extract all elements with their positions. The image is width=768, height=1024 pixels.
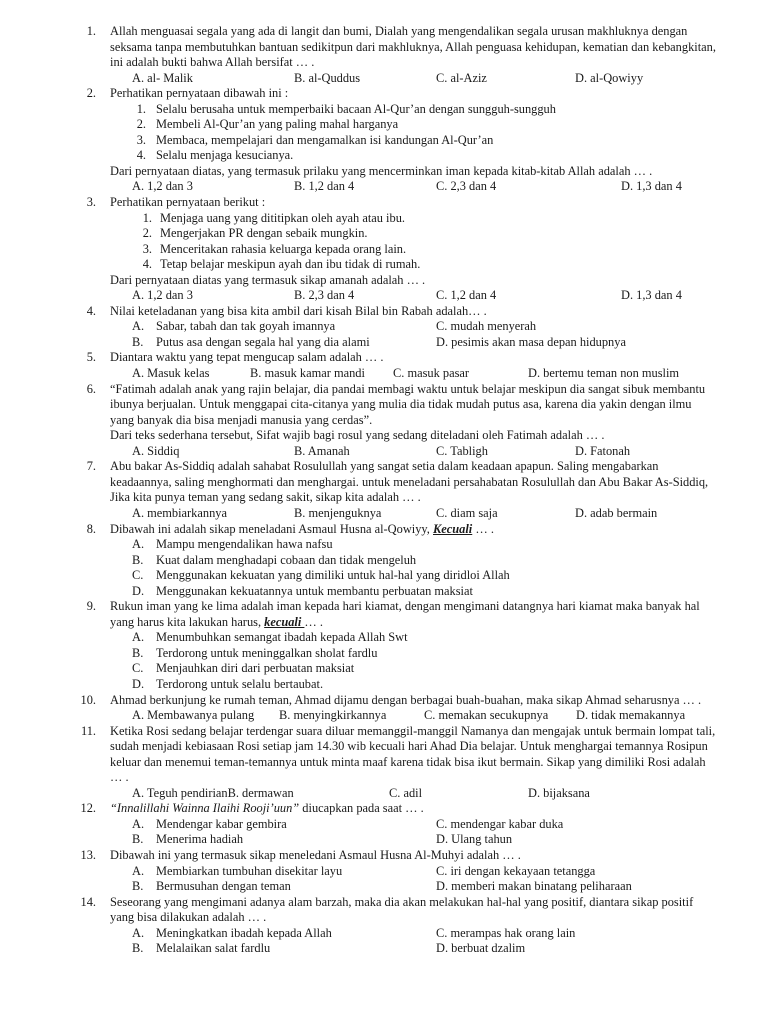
question-8 [0, 522, 768, 600]
option-c[interactable]: C. mudah menyerah [436, 319, 537, 334]
option-b-mark: B. [132, 334, 144, 349]
statement-text: Selalu menjaga kesucianya. [156, 148, 294, 163]
statement-item [110, 133, 718, 149]
option-c[interactable]: C. masuk pasar [393, 366, 470, 381]
question-13 [0, 848, 768, 895]
question-number: 7. [86, 459, 96, 474]
answer-row [110, 817, 718, 833]
option-b[interactable]: B. 1,2 dan 4 [294, 179, 355, 194]
option-a[interactable]: Mendengar kabar gembira [156, 816, 287, 831]
option-a[interactable] [110, 537, 718, 553]
question-text-part: … . [304, 614, 324, 629]
question-7 [0, 459, 768, 521]
statement-number: 2. [136, 117, 146, 132]
statement-list [110, 102, 718, 164]
question-text: “Fatimah adalah anak yang rajin belajar, dia pandai membagi waktu untuk belajar meskipun dia sangat sibuk membantu ibunya berjualan. Untuk menggapai cita-citanya yang mulia dia tidak mudah putus asa, karena dia yakin dengan ilmu yang banyak dia bisa menjadi manusia yang cerdas”. [110, 381, 706, 427]
statement-number: 4. [142, 257, 152, 272]
option-d[interactable] [110, 584, 718, 600]
option-mark: D. [132, 676, 145, 691]
answer-row [110, 941, 718, 957]
kecuali-emphasis: Kecuali [433, 521, 473, 536]
question-text: Seseorang yang mengimani adanya alam barzah, maka dia akan melakukan hal-hal yang positif, diantara sikap positif yang bisa dilakukan adalah … . [110, 894, 694, 925]
kecuali-emphasis: kecuali [264, 614, 305, 629]
statement-item [110, 148, 718, 164]
option-a-mark: A. [132, 863, 145, 878]
question-text: Dibawah ini yang termasuk sikap meneledani Asmaul Husna Al-Muhyi adalah … . [110, 847, 521, 862]
option-a[interactable]: A. Membawanya pulang [132, 708, 255, 723]
option-mark: C. [132, 661, 144, 676]
option-b[interactable]: B. Amanah [294, 443, 350, 458]
question-text: Ketika Rosi sedang belajar terdengar suara diluar memanggil-manggil Namanya dan mengajak untuk bermain lompat tali, sudah menjadi kebiasaan Rosi setiap jam 14.30 wib kecuali hari Ahad Dia belajar. Untuk menghargai temannya Rosipun keluar dan menemui teman-temannya untuk minta maaf karena tidak bisa ikut bermain. Sikap yang dimiliki Rosi adalah … . [110, 723, 716, 785]
question-text-part: … . [472, 521, 494, 536]
option-c[interactable]: C. mendengar kabar duka [436, 816, 564, 831]
question-text-part: Rukun iman yang ke lima adalah iman kepada hari kiamat, dengan mengimani datangnya hari kiamat maka banyak hal yang harus kita lakukan harus, [110, 599, 700, 629]
statement-text: Tetap belajar meskipun ayah dan ibu tidak di rumah. [160, 257, 421, 272]
option-b[interactable]: Melalaikan salat fardlu [156, 941, 271, 956]
option-b[interactable] [110, 646, 718, 662]
option-c[interactable]: C. diam saja [436, 505, 498, 520]
statement-item [110, 226, 718, 242]
option-b[interactable]: B. menyingkirkannya [279, 708, 387, 723]
question-number: 1. [86, 24, 96, 38]
statement-text: Menjaga uang yang dititipkan oleh ayah atau ibu. [160, 210, 405, 225]
option-text: Menjauhkan diri dari perbuatan maksiat [156, 661, 355, 676]
option-mark: A. [132, 630, 145, 645]
option-a[interactable]: A. 1,2 dan 3 [132, 288, 193, 303]
question-number: 8. [86, 521, 96, 536]
question-11 [0, 724, 768, 802]
option-text: Terdorong untuk meninggalkan sholat fardlu [156, 645, 378, 660]
option-c[interactable]: C. 2,3 dan 4 [436, 179, 497, 194]
question-text: Diantara waktu yang tepat mengucap salam adalah … . [110, 350, 384, 365]
statement-number: 1. [142, 210, 152, 225]
statement-text: Membaca, mempelajari dan mengamalkan isi kandungan Al-Qur’an [156, 132, 494, 147]
question-stem: Dari pernyataan diatas, yang termasuk prilaku yang mencerminkan iman kepada kitab-kitab Allah adalah … . [110, 163, 653, 178]
answer-row [110, 864, 718, 880]
question-text [110, 522, 718, 538]
question-text: Abu bakar As-Siddiq adalah sahabat Rosulullah yang sangat setia dalam keadaan apapun. Saling mengabarkan keadaannya, saling menghormati dan menghargai. untuk meneladani persahabatan Rosulullah dan Abu Bakar As-Siddiq, Jika kita punya teman yang sedang sakit, sikap kita adalah … . [110, 459, 709, 505]
option-mark: A. [132, 537, 145, 552]
option-d[interactable]: D. Fatonah [575, 443, 631, 458]
quote-text: “Innalillahi Wainna Ilaihi Rooji’uun” [110, 801, 300, 816]
answer-options [110, 288, 718, 304]
statement-number: 4. [136, 148, 146, 163]
question-3 [0, 195, 768, 304]
option-b-mark: B. [132, 832, 144, 847]
question-14 [0, 895, 768, 957]
question-number: 5. [86, 350, 96, 365]
answer-options [110, 708, 718, 724]
option-d[interactable] [110, 677, 718, 693]
question-text: Perhatikan pernyataan berikut : [110, 195, 266, 210]
statement-text: Menceritakan rahasia keluarga kepada orang lain. [160, 241, 407, 256]
option-b[interactable]: B. masuk kamar mandi [250, 366, 365, 381]
statement-text: Membeli Al-Qur’an yang paling mahal harganya [156, 117, 399, 132]
answer-options [110, 179, 718, 195]
option-c[interactable]: C. 1,2 dan 4 [436, 288, 497, 303]
option-c[interactable] [110, 661, 718, 677]
question-1 [0, 24, 768, 86]
answer-options [110, 786, 718, 802]
option-d[interactable]: D. Ulang tahun [436, 832, 513, 847]
answer-options [110, 444, 718, 460]
option-c[interactable]: C. al-Aziz [436, 70, 487, 85]
option-a[interactable]: A. 1,2 dan 3 [132, 179, 193, 194]
option-c[interactable] [110, 568, 718, 584]
option-d[interactable]: D. bertemu teman non muslim [528, 366, 680, 381]
option-b-mark: B. [132, 879, 144, 894]
option-text: Terdorong untuk selalu bertaubat. [156, 676, 324, 691]
question-text [110, 801, 718, 817]
question-number: 3. [86, 195, 96, 210]
option-mark: C. [132, 568, 144, 583]
exam-sheet [0, 24, 768, 957]
option-b[interactable]: B. menjenguknya [294, 505, 382, 520]
question-text: Perhatikan pernyataan dibawah ini : [110, 86, 289, 101]
option-c[interactable]: C. merampas hak orang lain [436, 925, 576, 940]
question-text-part: Dibawah ini adalah sikap meneladani Asmaul Husna al-Qowiyy, [110, 521, 433, 536]
question-number: 14. [80, 894, 96, 909]
statement-list [110, 211, 718, 273]
statement-item [110, 242, 718, 258]
option-text: Menggunakan kekuatan yang dimiliki untuk hal-hal yang diridloi Allah [156, 568, 510, 583]
answer-options [110, 366, 718, 382]
answer-row [110, 926, 718, 942]
option-d[interactable]: D. adab bermain [575, 505, 658, 520]
question-number: 10. [80, 692, 96, 707]
question-4 [0, 304, 768, 351]
option-a-b[interactable]: A. Teguh pendirianB. dermawan [132, 785, 294, 800]
option-d[interactable]: D. memberi makan binatang peliharaan [436, 879, 632, 894]
option-c[interactable]: C. adil [389, 785, 423, 800]
question-number: 2. [86, 86, 96, 101]
option-a[interactable]: A. membiarkannya [132, 505, 227, 520]
question-text: Ahmad berkunjung ke rumah teman, Ahmad dijamu dengan berbagai buah-buahan, maka sikap Ahmad seharusnya … . [110, 692, 702, 707]
option-d[interactable]: D. tidak memakannya [576, 708, 686, 723]
answer-options [110, 506, 718, 522]
statement-item [110, 211, 718, 227]
question-stem: Dari pernyataan diatas yang termasuk sikap amanah adalah … . [110, 272, 426, 287]
option-mark: B. [132, 552, 144, 567]
statement-text: Mengerjakan PR dengan sebaik mungkin. [160, 226, 368, 241]
question-10 [0, 693, 768, 724]
question-number: 12. [80, 801, 96, 816]
answer-row [110, 319, 718, 335]
statement-item [110, 102, 718, 118]
question-text [110, 599, 718, 630]
option-c[interactable]: C. Tabligh [436, 443, 488, 458]
option-d[interactable]: D. berbuat dzalim [436, 941, 526, 956]
question-stem: Dari teks sederhana tersebut, Sifat wajib bagi rosul yang sedang diteladani oleh Fatimah adalah … . [110, 428, 605, 443]
option-mark: D. [132, 583, 145, 598]
question-text-part: diucapkan pada saat … . [299, 801, 424, 816]
option-a[interactable] [110, 630, 718, 646]
option-a[interactable]: Sabar, tabah dan tak goyah imannya [156, 319, 336, 334]
statement-text: Selalu berusaha untuk memperbaiki bacaan Al-Qur’an dengan sungguh-sungguh [156, 101, 556, 116]
answer-options [110, 71, 718, 87]
question-number: 9. [86, 599, 96, 614]
option-b[interactable]: Menerima hadiah [156, 832, 244, 847]
option-a[interactable]: A. al- Malik [132, 70, 193, 85]
question-2 [0, 86, 768, 195]
question-text: Allah menguasai segala yang ada di langit dan bumi, Dialah yang mengendalikan segala urusan makhluknya dengan seksama tanpa membutuhkan bantuan sedikitpun dari makhluknya, Allah penguasa kehidupan, kematian dan kebangkitan, ini adalah bukti bahwa Allah bersifat … . [110, 24, 716, 70]
option-mark: B. [132, 645, 144, 660]
question-number: 4. [86, 303, 96, 318]
option-d[interactable]: D. 1,3 dan 4 [621, 288, 682, 303]
question-text: Nilai keteladanan yang bisa kita ambil dari kisah Bilal bin Rabah adalah… . [110, 303, 487, 318]
option-a[interactable]: A. Siddiq [132, 443, 180, 458]
question-number: 13. [80, 847, 96, 862]
option-d[interactable]: D. pesimis akan masa depan hidupnya [436, 334, 626, 349]
statement-number: 3. [142, 241, 152, 256]
question-number: 11. [80, 723, 96, 738]
option-b[interactable]: B. 2,3 dan 4 [294, 288, 355, 303]
question-number: 6. [86, 381, 96, 396]
option-a-mark: A. [132, 925, 145, 940]
answer-row [110, 832, 718, 848]
option-c[interactable]: C. memakan secukupnya [424, 708, 549, 723]
statement-number: 3. [136, 132, 146, 147]
option-a-mark: A. [132, 319, 145, 334]
option-b[interactable]: Bermusuhan dengan teman [156, 879, 291, 894]
option-b[interactable]: B. al-Quddus [294, 70, 361, 85]
option-text: Kuat dalam menghadapi cobaan dan tidak mengeluh [156, 552, 417, 567]
option-b[interactable]: Putus asa dengan segala hal yang dia alami [156, 334, 370, 349]
option-a[interactable]: A. Masuk kelas [132, 366, 210, 381]
statement-number: 1. [136, 101, 146, 116]
question-9 [0, 599, 768, 692]
statement-item [110, 117, 718, 133]
option-c[interactable]: C. iri dengan kekayaan tetangga [436, 863, 596, 878]
question-12 [0, 801, 768, 848]
option-d[interactable]: D. al-Qowiyy [575, 70, 644, 85]
answer-row [110, 879, 718, 895]
answer-row [110, 335, 718, 351]
option-b[interactable] [110, 553, 718, 569]
option-b-mark: B. [132, 941, 144, 956]
option-a[interactable]: Meningkatkan ibadah kepada Allah [156, 925, 332, 940]
option-d[interactable]: D. 1,3 dan 4 [621, 179, 682, 194]
option-a-mark: A. [132, 816, 145, 831]
statement-item [110, 257, 718, 273]
option-text: Menggunakan kekuatannya untuk membantu perbuatan maksiat [156, 583, 473, 598]
option-a[interactable]: Membiarkan tumbuhan disekitar layu [156, 863, 343, 878]
option-text: Mampu mengendalikan hawa nafsu [156, 537, 333, 552]
question-6 [0, 382, 768, 460]
option-d[interactable]: D. bijaksana [528, 785, 590, 800]
statement-number: 2. [142, 226, 152, 241]
question-5 [0, 350, 768, 381]
option-text: Menumbuhkan semangat ibadah kepada Allah Swt [156, 630, 408, 645]
